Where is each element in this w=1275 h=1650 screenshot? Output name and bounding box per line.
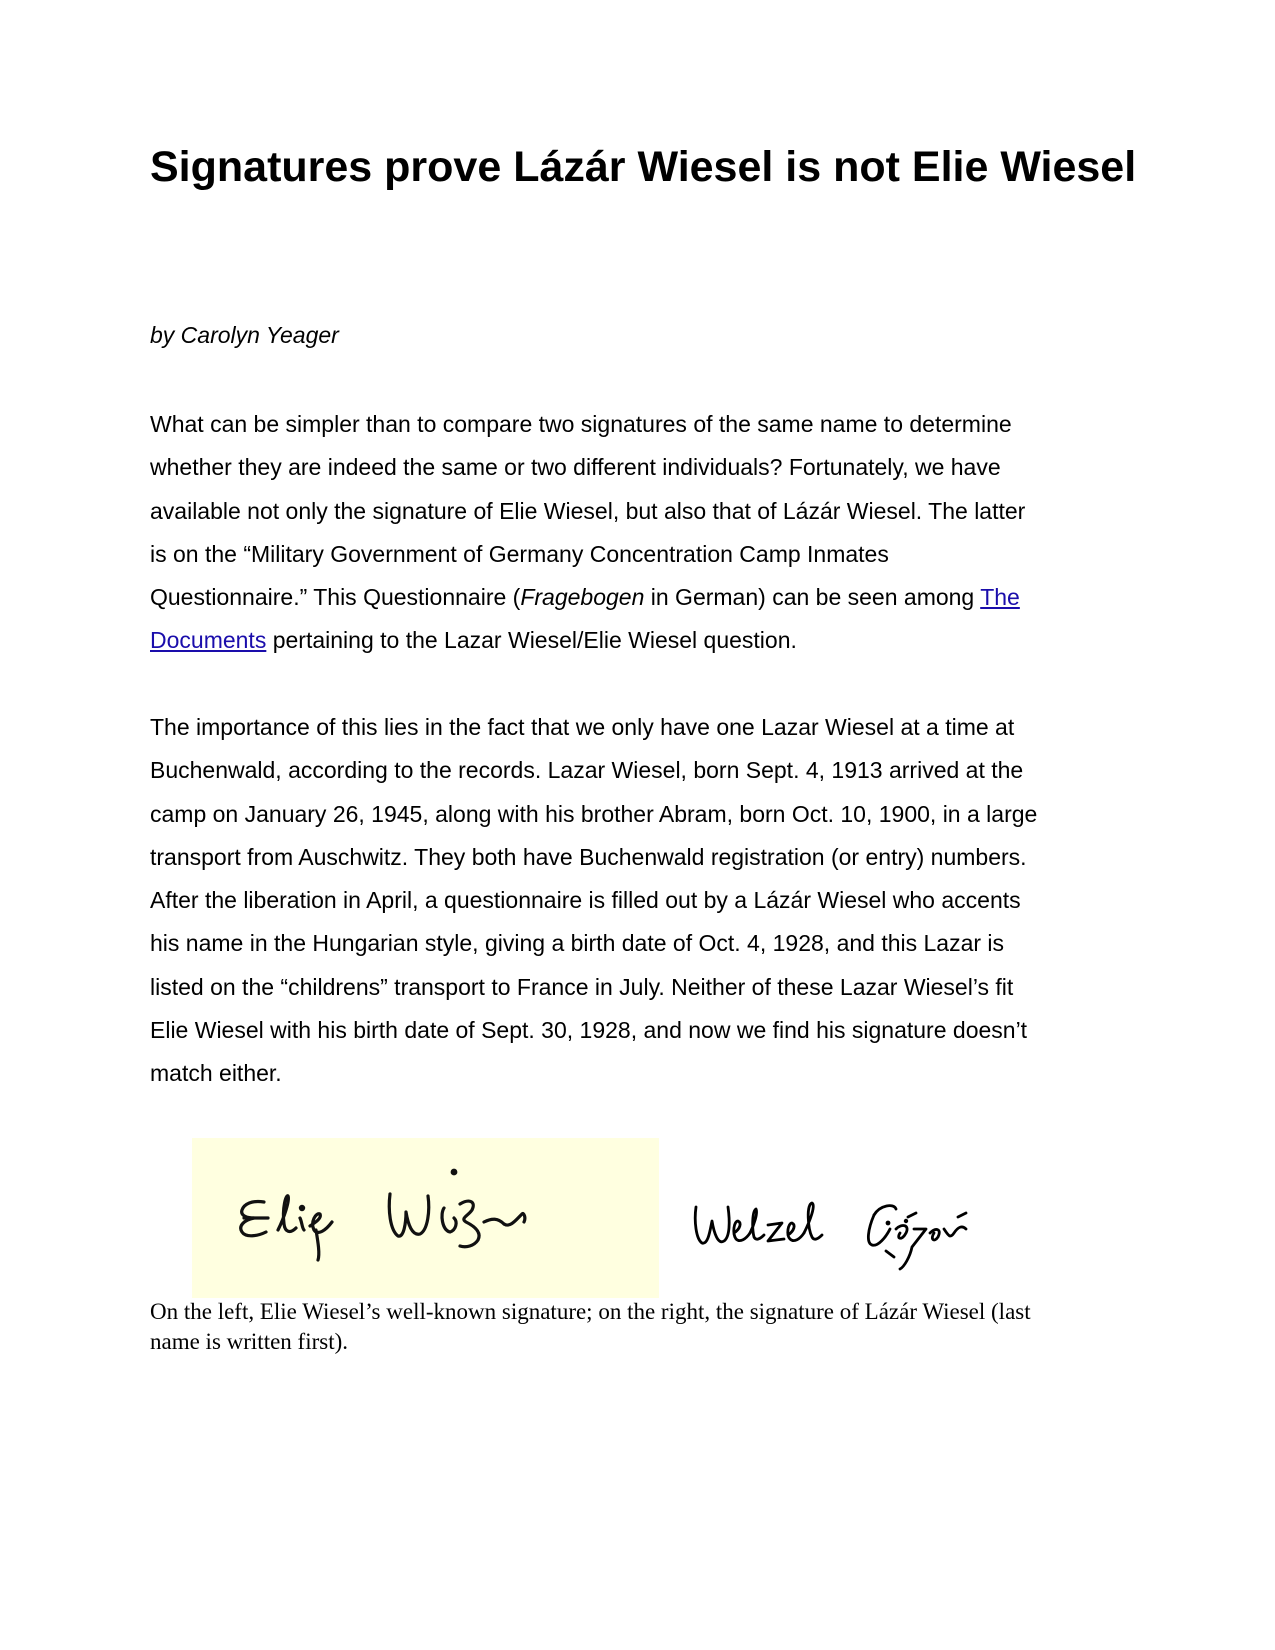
paragraph-line: Elie Wiesel with his birth date of Sept. 30, 1928, and now we find his signature doesn’t (150, 1017, 1028, 1044)
emphasis-fragebogen: Fragebogen (520, 584, 645, 611)
signature-caption (150, 1297, 1135, 1357)
paragraph-line: whether they are indeed the same or two different individuals? Fortunately, we have (150, 454, 1001, 481)
text-run: in German) can be seen among (644, 584, 981, 611)
paragraph-line: available not only the signature of Elie Wiesel, but also that of Lázár Wiesel. The latter (150, 497, 1026, 524)
byline: by Carolyn Yeager (150, 322, 339, 348)
signature-lazar-wiesel (690, 1195, 1030, 1275)
paragraph-line: his name in the Hungarian style, giving a birth date of Oct. 4, 1928, and this Lazar is (150, 930, 1005, 957)
caption-line: name is written first). (150, 1329, 349, 1354)
signature-elie-wiesel (192, 1138, 659, 1298)
signature-lazar-wiesel-drawing (690, 1195, 1030, 1275)
documents-link-part2[interactable]: Documents (150, 627, 267, 654)
text-run: Questionnaire.” This Questionnaire ( (150, 584, 521, 611)
paragraph-line (150, 576, 1135, 619)
paragraph-line: What can be simpler than to compare two signatures of the same name to determine (150, 411, 1012, 437)
caption-line: On the left, Elie Wiesel’s well-known signature; on the right, the signature of Lázár Wiesel (last (150, 1299, 1031, 1324)
paragraph-line: transport from Auschwitz. They both have Buchenwald registration (or entry) numbers. (150, 843, 1027, 870)
paragraph-line: listed on the “childrens” transport to France in July. Neither of these Lazar Wiesel’s fit (150, 973, 1014, 1000)
documents-link-part1[interactable]: The (980, 584, 1020, 611)
paragraph-importance (150, 706, 1135, 1096)
paragraph-intro (150, 403, 1135, 663)
page-title: Signatures prove Lázár Wiesel is not Elie Wiesel (150, 143, 1137, 191)
paragraph-line: camp on January 26, 1945, along with his brother Abram, born Oct. 10, 1900, in a large (150, 800, 1038, 827)
paragraph-line: is on the “Military Government of Germany Concentration Camp Inmates (150, 540, 889, 567)
paragraph-line: The importance of this lies in the fact that we only have one Lazar Wiesel at a time at (150, 714, 1015, 740)
paragraph-line: Buchenwald, according to the records. Lazar Wiesel, born Sept. 4, 1913 arrived at the (150, 757, 1024, 784)
paragraph-line: After the liberation in April, a questionnaire is filled out by a Lázár Wiesel who accents (150, 887, 1021, 914)
paragraph-line: match either. (150, 1060, 282, 1087)
text-run: pertaining to the Lazar Wiesel/Elie Wiesel question. (266, 627, 797, 654)
signature-elie-wiesel-drawing (192, 1138, 659, 1298)
paragraph-line (150, 619, 1135, 662)
